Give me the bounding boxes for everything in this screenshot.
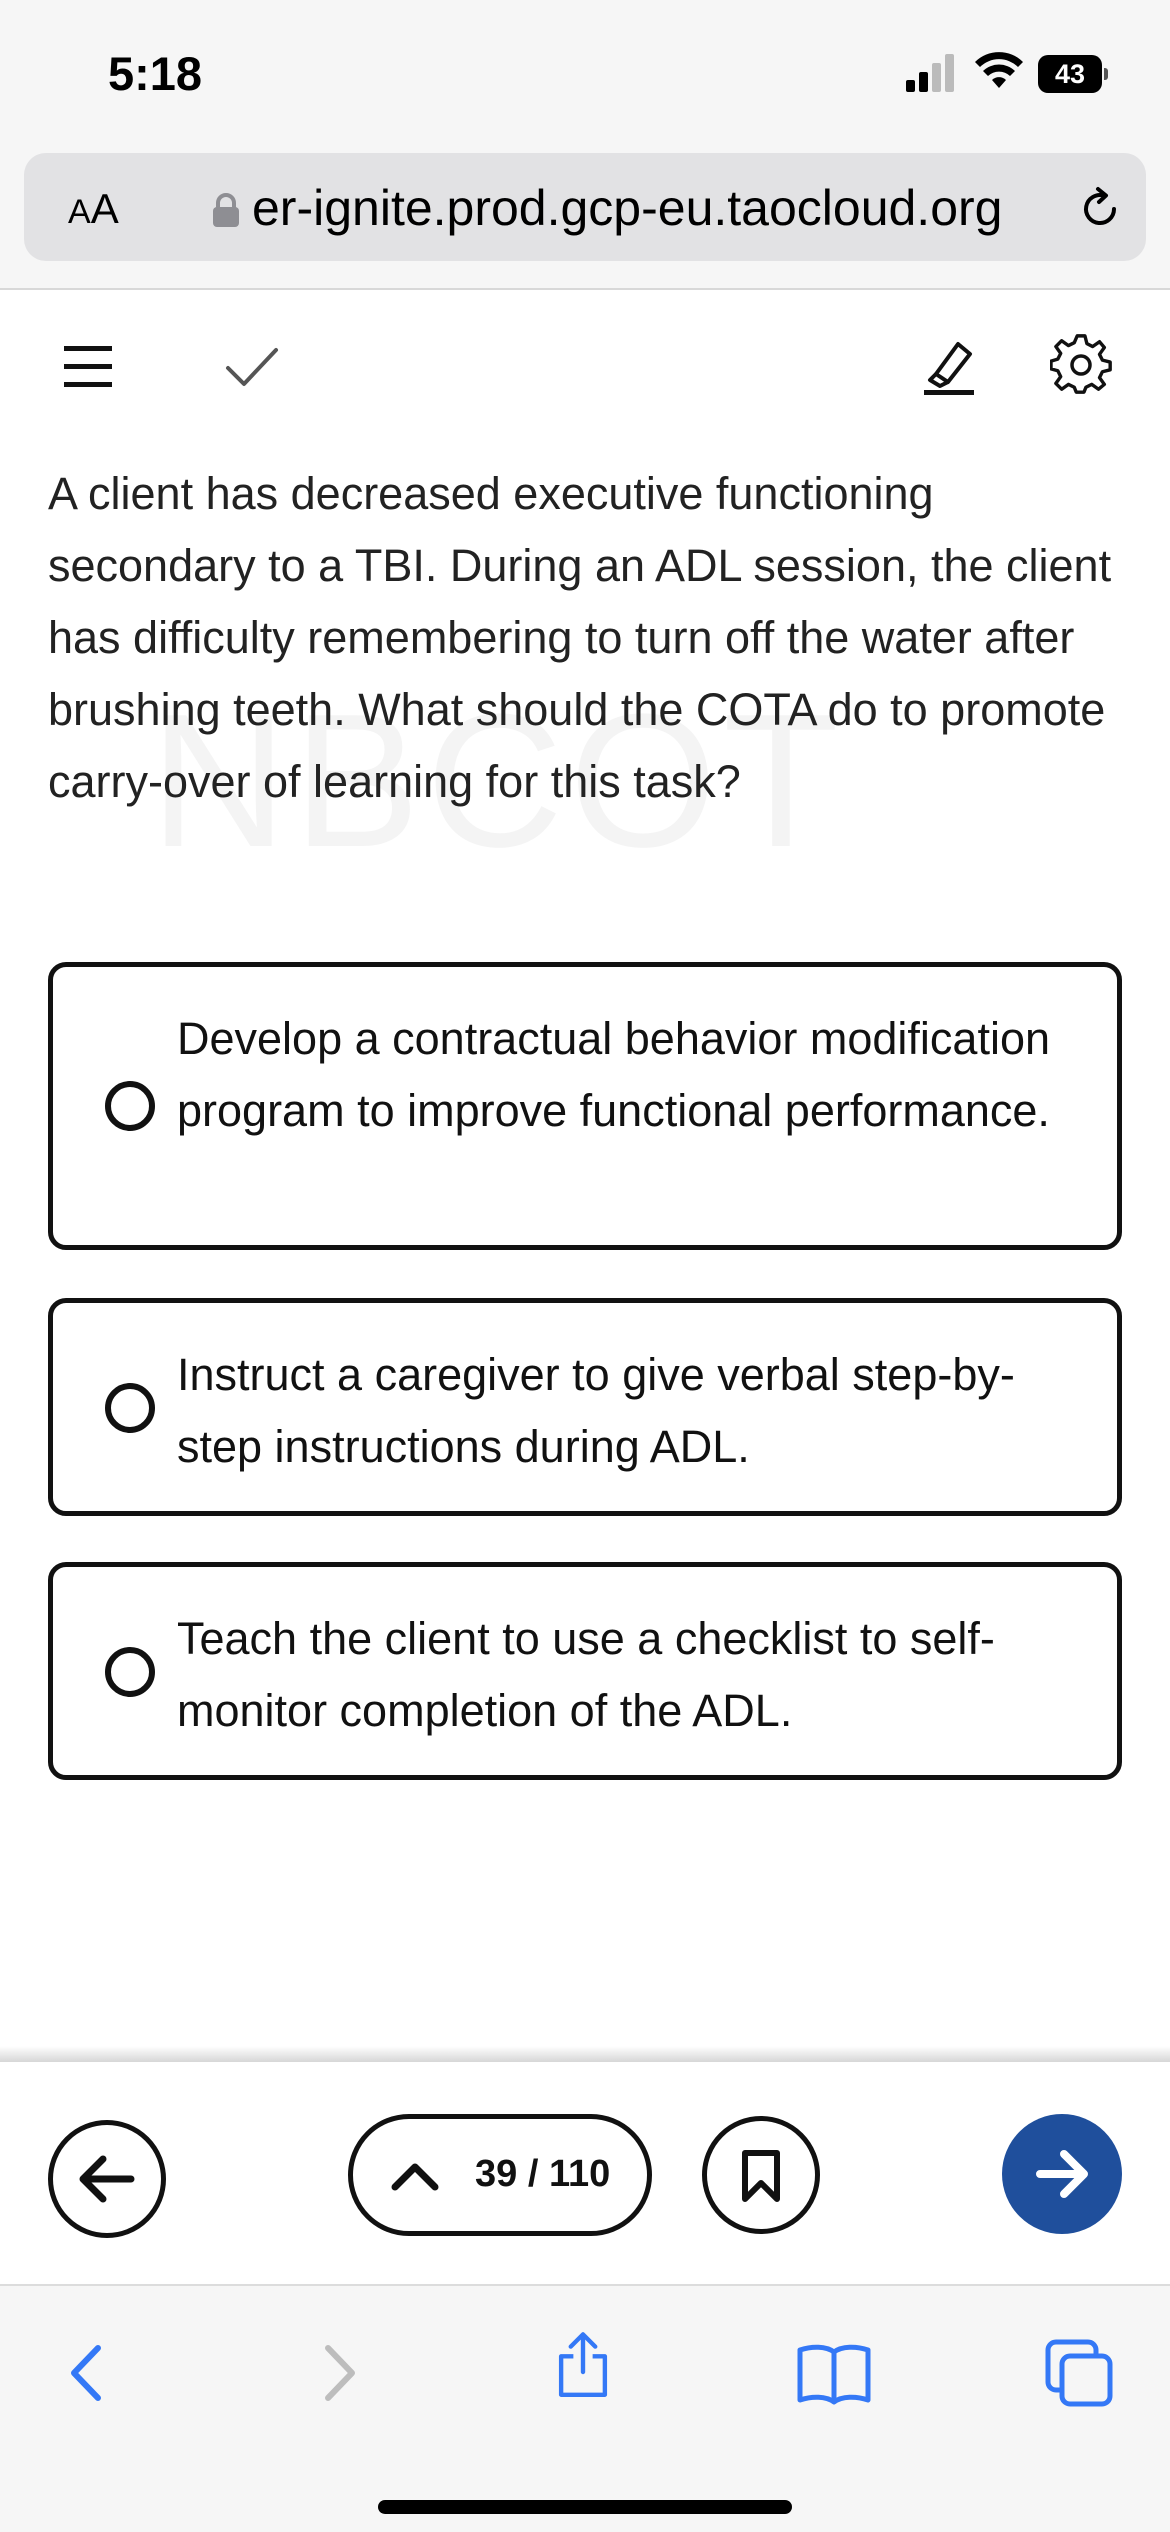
radio-button[interactable] xyxy=(105,1647,155,1697)
app-toolbar xyxy=(0,292,1170,442)
arrow-left-icon xyxy=(53,2125,161,2233)
next-question-button[interactable] xyxy=(1002,2114,1122,2234)
browser-address-area xyxy=(0,145,1170,290)
answer-option-b[interactable] xyxy=(48,1298,1122,1516)
gear-icon[interactable] xyxy=(1050,334,1112,396)
question-text: A client has decreased executive functioning secondary to a TBI. During an ADL session, the client has difficulty remembering to turn off the water after brushing teeth. What should the COTA do to promote carry-over of learning for this task? xyxy=(48,468,1112,807)
answer-option-text: Instruct a caregiver to give verbal step-by-step instructions during ADL. xyxy=(177,1349,1015,1472)
menu-icon[interactable] xyxy=(62,344,114,390)
status-time: 5:18 xyxy=(108,47,203,100)
battery-level: 43 xyxy=(1038,55,1102,93)
chevron-up-icon xyxy=(391,2157,439,2193)
reload-icon[interactable] xyxy=(1074,183,1126,235)
cellular-signal-icon xyxy=(906,52,956,92)
highlighter-icon[interactable] xyxy=(918,336,978,396)
browser-back-icon[interactable] xyxy=(52,2338,122,2408)
radio-button[interactable] xyxy=(105,1383,155,1433)
arrow-right-icon xyxy=(1002,2114,1122,2234)
answer-option-text: Develop a contractual behavior modification program to improve functional performance. xyxy=(177,1013,1050,1136)
share-icon[interactable] xyxy=(548,2330,618,2400)
url-text[interactable]: er-ignite.prod.gcp-eu.taocloud.org xyxy=(252,180,1003,236)
browser-forward-icon[interactable] xyxy=(304,2338,374,2408)
answer-option-text: Teach the client to use a checklist to self-monitor completion of the ADL. xyxy=(177,1613,995,1736)
tabs-icon[interactable] xyxy=(1044,2338,1114,2408)
bookmarks-book-icon[interactable] xyxy=(796,2338,872,2408)
battery-icon xyxy=(1038,55,1108,93)
lock-icon xyxy=(212,193,240,227)
safari-toolbar xyxy=(0,2284,1170,2532)
status-bar xyxy=(0,0,1170,145)
question-progress-button[interactable] xyxy=(348,2114,652,2236)
bookmark-icon xyxy=(707,2121,815,2229)
bottom-navigation xyxy=(0,2062,1170,2284)
answer-option-c[interactable] xyxy=(48,1562,1122,1780)
radio-button[interactable] xyxy=(105,1081,155,1131)
progress-count: 39 / 110 xyxy=(475,2153,611,2195)
answer-option-a[interactable] xyxy=(48,962,1122,1250)
text-size-button[interactable]: AA xyxy=(68,185,119,232)
wifi-icon xyxy=(973,50,1025,90)
address-bar[interactable] xyxy=(24,153,1146,261)
home-indicator xyxy=(378,2500,792,2514)
previous-question-button[interactable] xyxy=(48,2120,166,2238)
check-icon[interactable] xyxy=(224,344,280,390)
flag-bookmark-button[interactable] xyxy=(702,2116,820,2234)
